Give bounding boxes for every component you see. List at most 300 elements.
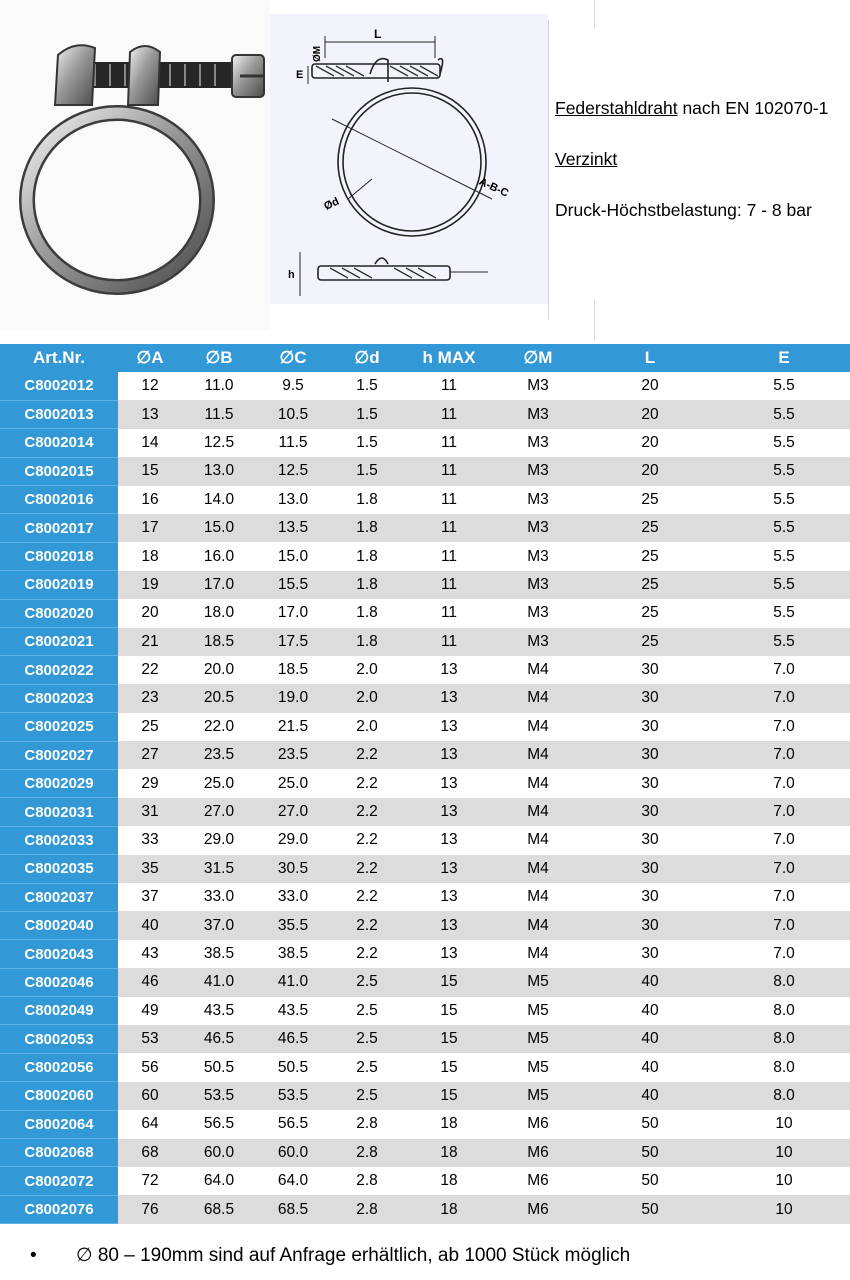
table-cell: 11 bbox=[404, 571, 494, 599]
table-cell: 35.5 bbox=[256, 911, 330, 939]
table-cell: 5.5 bbox=[718, 486, 850, 514]
table-cell: 1.8 bbox=[330, 542, 404, 570]
table-cell: M3 bbox=[494, 400, 582, 428]
table-cell: M4 bbox=[494, 684, 582, 712]
table-cell: M6 bbox=[494, 1110, 582, 1138]
table-cell: 30 bbox=[582, 826, 718, 854]
table-cell: 20.5 bbox=[182, 684, 256, 712]
table-cell: M4 bbox=[494, 940, 582, 968]
table-cell: 11 bbox=[404, 457, 494, 485]
table-cell: 33.0 bbox=[182, 883, 256, 911]
article-number-cell: C8002043 bbox=[0, 940, 118, 968]
table-cell: 2.0 bbox=[330, 684, 404, 712]
table-cell: 18 bbox=[404, 1167, 494, 1195]
article-number-cell: C8002029 bbox=[0, 769, 118, 797]
table-cell: 20 bbox=[582, 457, 718, 485]
table-cell: M4 bbox=[494, 798, 582, 826]
table-cell: M3 bbox=[494, 628, 582, 656]
table-cell: 7.0 bbox=[718, 826, 850, 854]
table-cell: 13 bbox=[404, 826, 494, 854]
table-cell: 12.5 bbox=[182, 429, 256, 457]
table-cell: 30 bbox=[582, 855, 718, 883]
table-cell: 11 bbox=[404, 542, 494, 570]
table-cell: 76 bbox=[118, 1195, 182, 1223]
divider-line bbox=[548, 20, 549, 320]
spec-material bbox=[555, 98, 845, 119]
table-cell: 13 bbox=[404, 741, 494, 769]
table-cell: 50 bbox=[582, 1195, 718, 1223]
table-cell: M5 bbox=[494, 1082, 582, 1110]
table-cell: 22 bbox=[118, 656, 182, 684]
table-cell: 50 bbox=[582, 1167, 718, 1195]
table-row bbox=[0, 514, 850, 542]
technical-drawing bbox=[270, 14, 548, 304]
article-number-cell: C8002016 bbox=[0, 486, 118, 514]
table-cell: 2.2 bbox=[330, 940, 404, 968]
table-cell: 56 bbox=[118, 1053, 182, 1081]
table-cell: 14 bbox=[118, 429, 182, 457]
article-number-cell: C8002060 bbox=[0, 1082, 118, 1110]
table-cell: 31 bbox=[118, 798, 182, 826]
table-cell: M3 bbox=[494, 599, 582, 627]
table-cell: 15.5 bbox=[256, 571, 330, 599]
table-cell: 13 bbox=[404, 855, 494, 883]
table-cell: 15 bbox=[404, 1025, 494, 1053]
table-cell: 33.0 bbox=[256, 883, 330, 911]
table-cell: 20 bbox=[582, 400, 718, 428]
table-cell: 23.5 bbox=[256, 741, 330, 769]
dim-label-d: Ød bbox=[322, 195, 342, 213]
article-number-cell: C8002056 bbox=[0, 1053, 118, 1081]
table-cell: 2.2 bbox=[330, 769, 404, 797]
spec-pressure: Druck-Höchstbelastung: 7 - 8 bar bbox=[555, 200, 812, 220]
table-cell: M3 bbox=[494, 514, 582, 542]
footnote bbox=[30, 1244, 630, 1267]
table-cell: 15 bbox=[404, 968, 494, 996]
article-number-cell: C8002025 bbox=[0, 713, 118, 741]
table-cell: 40 bbox=[582, 997, 718, 1025]
column-header: ∅A bbox=[118, 344, 182, 372]
table-cell: 1.8 bbox=[330, 628, 404, 656]
table-cell: M6 bbox=[494, 1139, 582, 1167]
dim-label-abc: A-B-C bbox=[476, 175, 511, 200]
table-cell: M3 bbox=[494, 486, 582, 514]
table-cell: 8.0 bbox=[718, 968, 850, 996]
table-cell: 27.0 bbox=[182, 798, 256, 826]
table-row bbox=[0, 400, 850, 428]
column-header: h MAX bbox=[404, 344, 494, 372]
table-cell: 7.0 bbox=[718, 656, 850, 684]
table-cell: 50 bbox=[582, 1110, 718, 1138]
table-cell: 15.0 bbox=[182, 514, 256, 542]
table-cell: 16.0 bbox=[182, 542, 256, 570]
article-number-cell: C8002035 bbox=[0, 855, 118, 883]
table-cell: 9.5 bbox=[256, 372, 330, 400]
table-row bbox=[0, 542, 850, 570]
table-cell: M3 bbox=[494, 542, 582, 570]
article-number-cell: C8002020 bbox=[0, 599, 118, 627]
table-cell: 11.5 bbox=[256, 429, 330, 457]
table-cell: M4 bbox=[494, 826, 582, 854]
table-cell: 7.0 bbox=[718, 911, 850, 939]
table-cell: 16 bbox=[118, 486, 182, 514]
table-cell: 5.5 bbox=[718, 457, 850, 485]
table-row bbox=[0, 1053, 850, 1081]
table-cell: 11 bbox=[404, 372, 494, 400]
table-row bbox=[0, 429, 850, 457]
dim-label-M: ØM bbox=[312, 45, 323, 62]
table-cell: 13.0 bbox=[182, 457, 256, 485]
table-cell: 25.0 bbox=[182, 769, 256, 797]
table-row bbox=[0, 628, 850, 656]
table-cell: 20 bbox=[118, 599, 182, 627]
table-cell: 49 bbox=[118, 997, 182, 1025]
table-cell: M4 bbox=[494, 713, 582, 741]
spec-finish-text: Verzinkt bbox=[555, 149, 618, 169]
article-number-cell: C8002072 bbox=[0, 1167, 118, 1195]
table-cell: 17.0 bbox=[256, 599, 330, 627]
table-cell: 30.5 bbox=[256, 855, 330, 883]
table-cell: 5.5 bbox=[718, 400, 850, 428]
table-cell: 10 bbox=[718, 1139, 850, 1167]
table-cell: 50.5 bbox=[256, 1053, 330, 1081]
table-cell: M4 bbox=[494, 883, 582, 911]
table-cell: 37.0 bbox=[182, 911, 256, 939]
table-cell: 27 bbox=[118, 741, 182, 769]
bullet-icon: • bbox=[30, 1245, 37, 1266]
article-number-cell: C8002033 bbox=[0, 826, 118, 854]
table-row bbox=[0, 457, 850, 485]
table-cell: 13 bbox=[404, 911, 494, 939]
table-cell: 2.5 bbox=[330, 1025, 404, 1053]
table-cell: 17 bbox=[118, 514, 182, 542]
table-cell: 23 bbox=[118, 684, 182, 712]
table-cell: M5 bbox=[494, 968, 582, 996]
table-cell: 64.0 bbox=[182, 1167, 256, 1195]
table-cell: 38.5 bbox=[256, 940, 330, 968]
divider-line bbox=[594, 300, 595, 340]
table-row bbox=[0, 1167, 850, 1195]
table-cell: 2.2 bbox=[330, 911, 404, 939]
table-cell: 5.5 bbox=[718, 599, 850, 627]
article-number-cell: C8002015 bbox=[0, 457, 118, 485]
article-number-cell: C8002021 bbox=[0, 628, 118, 656]
table-cell: 2.0 bbox=[330, 656, 404, 684]
table-row bbox=[0, 1110, 850, 1138]
table-cell: 1.5 bbox=[330, 429, 404, 457]
table-cell: 68 bbox=[118, 1139, 182, 1167]
table-cell: 13 bbox=[404, 883, 494, 911]
spec-finish bbox=[555, 149, 845, 170]
article-number-cell: C8002022 bbox=[0, 656, 118, 684]
table-cell: 53 bbox=[118, 1025, 182, 1053]
table-cell: 2.0 bbox=[330, 713, 404, 741]
table-cell: 11 bbox=[404, 599, 494, 627]
table-cell: 30 bbox=[582, 713, 718, 741]
table-cell: 1.8 bbox=[330, 599, 404, 627]
dim-label-h: h bbox=[288, 269, 295, 281]
table-cell: 2.2 bbox=[330, 741, 404, 769]
table-cell: 25.0 bbox=[256, 769, 330, 797]
table-cell: M3 bbox=[494, 457, 582, 485]
table-cell: 2.8 bbox=[330, 1110, 404, 1138]
table-cell: 12 bbox=[118, 372, 182, 400]
table-cell: 13.0 bbox=[256, 486, 330, 514]
table-cell: 41.0 bbox=[256, 968, 330, 996]
table-cell: 7.0 bbox=[718, 798, 850, 826]
table-row bbox=[0, 968, 850, 996]
table-cell: 25 bbox=[582, 571, 718, 599]
table-cell: 21.5 bbox=[256, 713, 330, 741]
table-cell: 2.5 bbox=[330, 1053, 404, 1081]
table-cell: 20 bbox=[582, 429, 718, 457]
table-row bbox=[0, 940, 850, 968]
table-cell: 43 bbox=[118, 940, 182, 968]
table-cell: 11 bbox=[404, 429, 494, 457]
table-cell: 7.0 bbox=[718, 741, 850, 769]
table-cell: 41.0 bbox=[182, 968, 256, 996]
column-header: ∅C bbox=[256, 344, 330, 372]
table-cell: 68.5 bbox=[182, 1195, 256, 1223]
table-cell: 46.5 bbox=[182, 1025, 256, 1053]
table-cell: 15.0 bbox=[256, 542, 330, 570]
table-cell: 20 bbox=[582, 372, 718, 400]
table-cell: 21 bbox=[118, 628, 182, 656]
table-cell: 15 bbox=[404, 1053, 494, 1081]
table-cell: 2.8 bbox=[330, 1195, 404, 1223]
table-cell: 5.5 bbox=[718, 429, 850, 457]
table-cell: 13 bbox=[404, 940, 494, 968]
table-cell: 30 bbox=[582, 940, 718, 968]
product-photo bbox=[0, 0, 270, 330]
table-cell: M3 bbox=[494, 571, 582, 599]
table-cell: 15 bbox=[404, 997, 494, 1025]
spec-material-rest: nach EN 102070-1 bbox=[677, 98, 829, 118]
table-cell: 2.5 bbox=[330, 997, 404, 1025]
table-cell: 7.0 bbox=[718, 855, 850, 883]
table-cell: 53.5 bbox=[256, 1082, 330, 1110]
table-cell: 2.2 bbox=[330, 855, 404, 883]
table-cell: M6 bbox=[494, 1167, 582, 1195]
table-cell: 15 bbox=[404, 1082, 494, 1110]
table-cell: 46.5 bbox=[256, 1025, 330, 1053]
table-cell: 14.0 bbox=[182, 486, 256, 514]
table-cell: 7.0 bbox=[718, 940, 850, 968]
table-cell: 13 bbox=[404, 684, 494, 712]
article-number-cell: C8002037 bbox=[0, 883, 118, 911]
table-cell: 15 bbox=[118, 457, 182, 485]
table-cell: 10.5 bbox=[256, 400, 330, 428]
table-cell: 17.5 bbox=[256, 628, 330, 656]
table-row bbox=[0, 997, 850, 1025]
table-cell: M4 bbox=[494, 769, 582, 797]
table-cell: 7.0 bbox=[718, 883, 850, 911]
table-cell: 18 bbox=[118, 542, 182, 570]
table-cell: 40 bbox=[582, 1053, 718, 1081]
table-cell: 1.8 bbox=[330, 486, 404, 514]
table-cell: 64 bbox=[118, 1110, 182, 1138]
table-cell: 13 bbox=[404, 656, 494, 684]
table-cell: 19.0 bbox=[256, 684, 330, 712]
specs-block bbox=[555, 98, 845, 251]
spec-material-link: Federstahldraht bbox=[555, 98, 678, 118]
table-cell: 38.5 bbox=[182, 940, 256, 968]
table-cell: 8.0 bbox=[718, 1053, 850, 1081]
table-cell: 18 bbox=[404, 1139, 494, 1167]
table-cell: 11 bbox=[404, 400, 494, 428]
table-cell: 13 bbox=[118, 400, 182, 428]
table-cell: 20.0 bbox=[182, 656, 256, 684]
divider-line bbox=[594, 0, 595, 28]
table-cell: 13 bbox=[404, 769, 494, 797]
table-cell: 10 bbox=[718, 1195, 850, 1223]
table-cell: 2.5 bbox=[330, 1082, 404, 1110]
column-header: ∅d bbox=[330, 344, 404, 372]
table-cell: 1.5 bbox=[330, 457, 404, 485]
table-cell: 33 bbox=[118, 826, 182, 854]
table-cell: 25 bbox=[582, 628, 718, 656]
table-cell: 72 bbox=[118, 1167, 182, 1195]
table-cell: 50 bbox=[582, 1139, 718, 1167]
table-cell: 60 bbox=[118, 1082, 182, 1110]
table-cell: 8.0 bbox=[718, 1082, 850, 1110]
table-row bbox=[0, 656, 850, 684]
table-cell: 1.8 bbox=[330, 514, 404, 542]
table-cell: 60.0 bbox=[256, 1139, 330, 1167]
table-cell: 19 bbox=[118, 571, 182, 599]
table-cell: 46 bbox=[118, 968, 182, 996]
table-row bbox=[0, 486, 850, 514]
table-row bbox=[0, 684, 850, 712]
table-cell: 11 bbox=[404, 514, 494, 542]
table-cell: 25 bbox=[582, 542, 718, 570]
dim-label-E: E bbox=[296, 69, 304, 81]
table-cell: 40 bbox=[582, 968, 718, 996]
table-cell: 43.5 bbox=[256, 997, 330, 1025]
table-cell: 12.5 bbox=[256, 457, 330, 485]
table-cell: 2.2 bbox=[330, 826, 404, 854]
table-row bbox=[0, 372, 850, 400]
table-cell: 22.0 bbox=[182, 713, 256, 741]
article-number-cell: C8002018 bbox=[0, 542, 118, 570]
table-cell: M4 bbox=[494, 656, 582, 684]
table-cell: 30 bbox=[582, 656, 718, 684]
article-number-cell: C8002027 bbox=[0, 741, 118, 769]
table-cell: 60.0 bbox=[182, 1139, 256, 1167]
table-row bbox=[0, 571, 850, 599]
table-cell: 40 bbox=[118, 911, 182, 939]
table-cell: M5 bbox=[494, 1053, 582, 1081]
column-header: ∅B bbox=[182, 344, 256, 372]
table-cell: M4 bbox=[494, 855, 582, 883]
article-table bbox=[0, 344, 850, 1224]
table-row bbox=[0, 1195, 850, 1223]
column-header: Art.Nr. bbox=[0, 344, 118, 372]
article-number-cell: C8002031 bbox=[0, 798, 118, 826]
article-number-cell: C8002076 bbox=[0, 1195, 118, 1223]
table-row bbox=[0, 798, 850, 826]
table-cell: 53.5 bbox=[182, 1082, 256, 1110]
table-row bbox=[0, 769, 850, 797]
table-cell: M5 bbox=[494, 997, 582, 1025]
table-cell: 29.0 bbox=[182, 826, 256, 854]
table-cell: 11 bbox=[404, 486, 494, 514]
table-cell: 5.5 bbox=[718, 571, 850, 599]
table-cell: 17.0 bbox=[182, 571, 256, 599]
table-cell: 13 bbox=[404, 798, 494, 826]
column-header: ∅M bbox=[494, 344, 582, 372]
article-number-cell: C8002023 bbox=[0, 684, 118, 712]
table-row bbox=[0, 599, 850, 627]
table-row bbox=[0, 741, 850, 769]
table-cell: 25 bbox=[582, 599, 718, 627]
table-cell: 1.5 bbox=[330, 400, 404, 428]
table-cell: 10 bbox=[718, 1110, 850, 1138]
table-cell: 11.5 bbox=[182, 400, 256, 428]
table-cell: M3 bbox=[494, 372, 582, 400]
table-row bbox=[0, 883, 850, 911]
table-cell: 43.5 bbox=[182, 997, 256, 1025]
table-cell: 29 bbox=[118, 769, 182, 797]
article-number-cell: C8002012 bbox=[0, 372, 118, 400]
table-cell: 1.8 bbox=[330, 571, 404, 599]
table-cell: 1.5 bbox=[330, 372, 404, 400]
table-cell: 30 bbox=[582, 911, 718, 939]
table-cell: 2.8 bbox=[330, 1139, 404, 1167]
table-cell: 18.5 bbox=[182, 628, 256, 656]
table-cell: 25 bbox=[582, 514, 718, 542]
table-cell: 23.5 bbox=[182, 741, 256, 769]
table-cell: M5 bbox=[494, 1025, 582, 1053]
table-row bbox=[0, 713, 850, 741]
table-cell: 30 bbox=[582, 798, 718, 826]
article-number-cell: C8002013 bbox=[0, 400, 118, 428]
article-number-cell: C8002040 bbox=[0, 911, 118, 939]
table-cell: M3 bbox=[494, 429, 582, 457]
table-cell: 5.5 bbox=[718, 542, 850, 570]
table-cell: 13.5 bbox=[256, 514, 330, 542]
table-cell: 64.0 bbox=[256, 1167, 330, 1195]
table-row bbox=[0, 911, 850, 939]
table-row bbox=[0, 826, 850, 854]
footnote-text: ∅ 80 – 190mm sind auf Anfrage erhältlich, ab 1000 Stück möglich bbox=[76, 1245, 631, 1266]
table-row bbox=[0, 1082, 850, 1110]
table-cell: 37 bbox=[118, 883, 182, 911]
article-number-cell: C8002064 bbox=[0, 1110, 118, 1138]
dim-label-L: L bbox=[374, 27, 382, 41]
table-cell: 30 bbox=[582, 769, 718, 797]
table-cell: 18 bbox=[404, 1110, 494, 1138]
article-number-cell: C8002019 bbox=[0, 571, 118, 599]
table-cell: 11 bbox=[404, 628, 494, 656]
table-cell: 30 bbox=[582, 741, 718, 769]
table-cell: 13 bbox=[404, 713, 494, 741]
column-header: L bbox=[582, 344, 718, 372]
table-cell: 40 bbox=[582, 1082, 718, 1110]
table-cell: 2.2 bbox=[330, 883, 404, 911]
table-cell: 2.8 bbox=[330, 1167, 404, 1195]
table-cell: 5.5 bbox=[718, 372, 850, 400]
table-cell: 5.5 bbox=[718, 514, 850, 542]
table-cell: 29.0 bbox=[256, 826, 330, 854]
table-cell: 25 bbox=[582, 486, 718, 514]
table-cell: 40 bbox=[582, 1025, 718, 1053]
table-cell: 11.0 bbox=[182, 372, 256, 400]
table-row bbox=[0, 1139, 850, 1167]
table-cell: M4 bbox=[494, 741, 582, 769]
table-row bbox=[0, 855, 850, 883]
table-cell: 68.5 bbox=[256, 1195, 330, 1223]
